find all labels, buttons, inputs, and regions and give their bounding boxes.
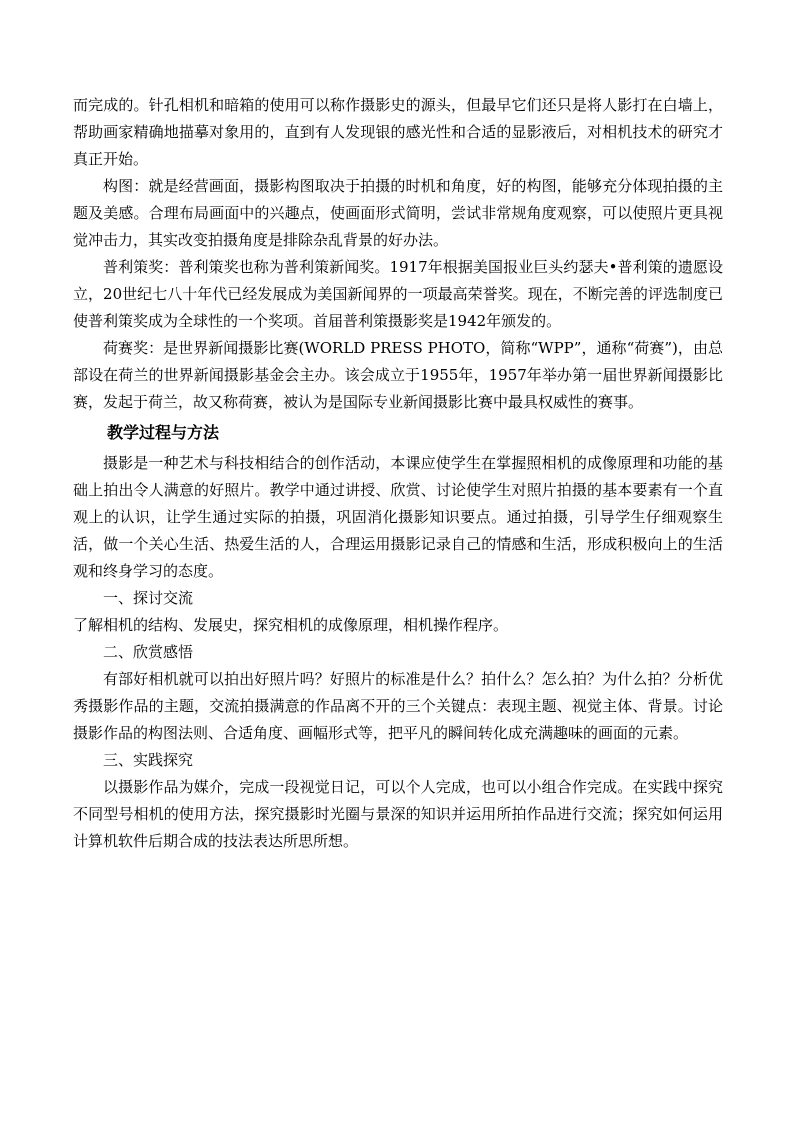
step-text-appreciate: 有部好相机就可以拍出好照片吗？好照片的标准是什么？拍什么？怎么拍？为什么拍？分析优秀摄影作品的主题，交流拍摄满意的作品离不开的三个关键点：表现主题、视觉主体、背景。讨论摄影作品的构图法则、合适角度、画幅形式等，把平凡的瞬间转化成充满趣味的画面的元素。 bbox=[73, 670, 723, 742]
step-label-practice: 三、实践探究 bbox=[103, 751, 194, 769]
paragraph-intro: 摄影是一种艺术与科技相结合的创作活动，本课应使学生在掌握照相机的成像原理和功能的基础上拍出令人满意的好照片。教学中通过讲授、欣赏、讨论使学生对照片拍摄的基本要素有一个直观上的认识，让学生通过实际的拍摄，巩固消化摄影知识要点。通过拍摄，引导学生仔细观察生活，做一个关心生活、热爱生活的人，合理运用摄影记录自己的情感和生活，形成积极向上的生活观和终身学习的态度。 bbox=[73, 454, 723, 580]
step-label-appreciate: 二、欣赏感悟 bbox=[103, 643, 194, 661]
paragraph-wpp: 荷赛奖：是世界新闻摄影比赛(WORLD PRESS PHOTO，简称“WPP”，通称“荷赛”)，由总部设在荷兰的世界新闻摄影基金会主办。该会成立于1955年，1957年举办第一届世界新闻摄影比赛，发起于荷兰，故又称荷赛，被认为是国际专业新闻摄影比赛中最具权威性的赛事。 bbox=[73, 339, 723, 411]
paragraph-continuation: 而完成的。针孔相机和暗箱的使用可以称作摄影史的源头，但最早它们还只是将人影打在白墙上，帮助画家精确地描摹对象用的，直到有人发现银的感光性和合适的显影液后，对相机技术的研究才真正开始。 bbox=[73, 96, 723, 168]
paragraph-composition: 构图：就是经营画面，摄影构图取决于拍摄的时机和角度，好的构图，能够充分体现拍摄的主题及美感。合理布局画面中的兴趣点，使画面形式简明，尝试非常规角度观察，可以使照片更具视觉冲击力，其实改变拍摄角度是排除杂乱背景的好办法。 bbox=[73, 177, 723, 249]
document-page bbox=[73, 92, 723, 855]
section-heading: 教学过程与方法 bbox=[107, 423, 220, 442]
step-text-practice: 以摄影作品为媒介，完成一段视觉日记，可以个人完成，也可以小组合作完成。在实践中探究不同型号相机的使用方法，探究摄影时光圈与景深的知识并运用所拍作品进行交流；探究如何运用计算机软件后期合成的技法表达所思所想。 bbox=[73, 778, 723, 850]
step-text-explore: 了解相机的结构、发展史，探究相机的成像原理，相机操作程序。 bbox=[73, 616, 509, 634]
step-label-explore: 一、探讨交流 bbox=[103, 589, 194, 607]
paragraph-pulitzer: 普利策奖：普利策奖也称为普利策新闻奖。1917年根据美国报业巨头约瑟夫•普利策的遗愿设立，20世纪七八十年代已经发展成为美国新闻界的一项最高荣誉奖。现在，不断完善的评选制度已使普利策奖成为全球性的一个奖项。首届普利策摄影奖是1942年颁发的。 bbox=[73, 258, 723, 330]
